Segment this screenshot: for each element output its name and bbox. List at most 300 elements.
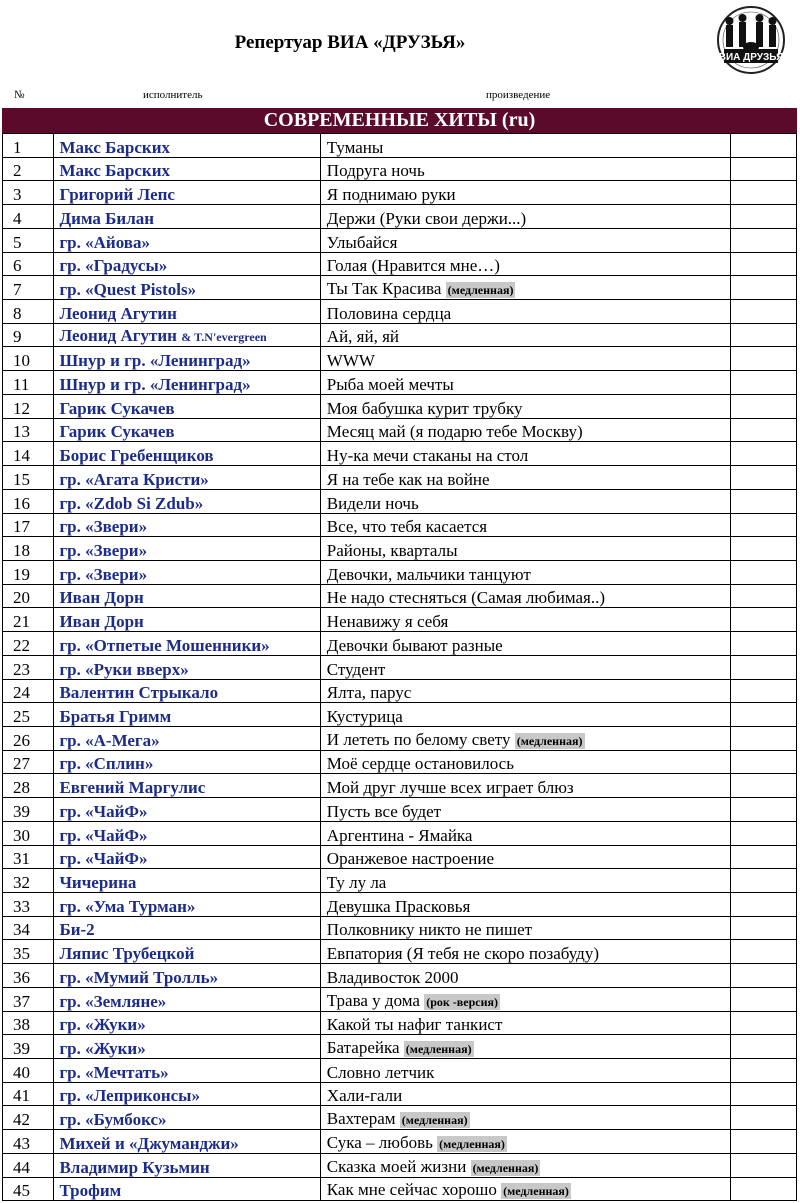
row-number: 33 xyxy=(3,893,54,917)
song-title: Батарейка xyxy=(326,1038,400,1058)
artist-cell xyxy=(54,893,320,917)
artist-name: Борис Гребенщиков xyxy=(59,446,214,466)
artist-cell xyxy=(54,323,320,347)
artist-cell xyxy=(54,442,320,466)
artist-name: гр. «Звери» xyxy=(59,564,148,584)
song-cell xyxy=(320,394,731,418)
extra-cell xyxy=(731,1059,797,1083)
artist-name: Шнур и гр. «Ленинград» xyxy=(59,374,251,394)
extra-cell xyxy=(731,1082,797,1106)
artist-name: Леонид Агутин xyxy=(59,326,177,346)
artist-cell xyxy=(54,1177,320,1201)
song-title: Евпатория (Я тебя не скоро позабуду) xyxy=(326,944,599,964)
artist-cell xyxy=(54,181,320,205)
artist-cell xyxy=(54,1059,320,1083)
song-cell xyxy=(320,1130,731,1154)
extra-cell xyxy=(731,1153,797,1177)
column-header-number: № xyxy=(14,89,25,101)
song-title: Ну-ка мечи стаканы на стол xyxy=(326,446,529,466)
artist-name: гр. «Жуки» xyxy=(59,1015,146,1035)
song-cell xyxy=(320,418,731,442)
artist-name: гр. «А-Мега» xyxy=(59,730,160,750)
song-title: Как мне сейчас хорошо xyxy=(326,1180,497,1200)
artist-name: Ляпис Трубецкой xyxy=(59,944,195,964)
artist-name: Григорий Лепс xyxy=(59,185,175,205)
artist-cell xyxy=(54,157,320,181)
artist-name: Леонид Агутин xyxy=(59,303,177,323)
extra-cell xyxy=(731,869,797,893)
song-title: Аргентина - Ямайка xyxy=(326,825,473,845)
table-row xyxy=(3,632,797,656)
song-cell xyxy=(320,845,731,869)
extra-cell xyxy=(731,134,797,158)
row-number: 1 xyxy=(3,134,54,158)
artist-cell xyxy=(54,798,320,822)
artist-name: гр. «ЧайФ» xyxy=(59,825,148,845)
song-cell xyxy=(320,750,731,774)
song-title: Месяц май (я подарю тебе Москву) xyxy=(326,422,583,442)
row-number: 9 xyxy=(3,323,54,347)
table-row xyxy=(3,1035,797,1059)
row-number: 10 xyxy=(3,347,54,371)
row-number: 42 xyxy=(3,1106,54,1130)
extra-cell xyxy=(731,940,797,964)
artist-name: Гарик Сукачев xyxy=(59,422,175,442)
artist-name: гр. «Земляне» xyxy=(59,991,167,1011)
song-cell xyxy=(320,1035,731,1059)
table-row xyxy=(3,1011,797,1035)
artist-cell xyxy=(54,1011,320,1035)
song-title: Ялта, парус xyxy=(326,683,412,703)
artist-cell xyxy=(54,537,320,561)
song-title: Хали-гали xyxy=(326,1086,403,1106)
artist-name: Евгений Маргулис xyxy=(59,778,206,798)
song-cell xyxy=(320,893,731,917)
extra-cell xyxy=(731,964,797,988)
artist-name: Владимир Кузьмин xyxy=(59,1157,210,1177)
artist-name: гр. «Ума Турман» xyxy=(59,896,196,916)
row-number: 39 xyxy=(3,1035,54,1059)
song-title: Оранжевое настроение xyxy=(326,849,495,869)
table-row xyxy=(3,513,797,537)
song-cell xyxy=(320,323,731,347)
song-title: Я на тебе как на войне xyxy=(326,469,490,489)
extra-cell xyxy=(731,442,797,466)
song-title: Ай, яй, яй xyxy=(326,327,400,347)
extra-cell xyxy=(731,157,797,181)
song-title: Улыбайся xyxy=(326,232,398,252)
row-number: 15 xyxy=(3,466,54,490)
song-title: Кустурица xyxy=(326,706,403,726)
table-row xyxy=(3,1106,797,1130)
row-number: 44 xyxy=(3,1153,54,1177)
extra-cell xyxy=(731,347,797,371)
artist-name: Михей и «Джуманджи» xyxy=(59,1133,239,1153)
song-title: Трава у дома xyxy=(326,990,420,1010)
extra-cell xyxy=(731,276,797,300)
row-number: 3 xyxy=(3,181,54,205)
table-row xyxy=(3,987,797,1011)
artist-name: гр. «ЧайФ» xyxy=(59,849,148,869)
song-title: Районы, кварталы xyxy=(326,540,458,560)
song-cell xyxy=(320,679,731,703)
artist-cell xyxy=(54,821,320,845)
extra-cell xyxy=(731,228,797,252)
artist-cell xyxy=(54,1082,320,1106)
song-title: Ту лу ла xyxy=(326,873,387,892)
song-title: Все, что тебя касается xyxy=(326,517,488,537)
extra-cell xyxy=(731,418,797,442)
song-cell xyxy=(320,703,731,727)
extra-cell xyxy=(731,893,797,917)
row-number: 12 xyxy=(3,394,54,418)
song-note: (медленная) xyxy=(516,733,583,748)
song-title: WWW xyxy=(326,351,375,371)
extra-cell xyxy=(731,513,797,537)
row-number: 36 xyxy=(3,964,54,988)
table-row xyxy=(3,845,797,869)
row-number: 43 xyxy=(3,1130,54,1154)
song-title: Полковнику никто не пишет xyxy=(326,920,533,940)
artist-cell xyxy=(54,774,320,798)
extra-cell xyxy=(731,632,797,656)
row-number: 8 xyxy=(3,300,54,324)
song-title: Ты Так Красива xyxy=(326,279,442,299)
table-row xyxy=(3,252,797,276)
song-cell xyxy=(320,655,731,679)
row-number: 2 xyxy=(3,157,54,181)
song-cell xyxy=(320,1082,731,1106)
song-title: Мой друг лучше всех играет блюз xyxy=(326,778,574,798)
artist-name: гр. «ЧайФ» xyxy=(59,801,148,821)
artist-name: Иван Дорн xyxy=(59,612,144,632)
artist-name: Макс Барских xyxy=(59,137,170,157)
table-row xyxy=(3,347,797,371)
row-number: 27 xyxy=(3,750,54,774)
artist-name: гр. «Руки вверх» xyxy=(59,659,189,679)
song-title: И лететь по белому свету xyxy=(326,729,511,749)
extra-cell xyxy=(731,798,797,822)
song-title: Не надо стесняться (Самая любимая..) xyxy=(326,588,606,608)
table-row xyxy=(3,750,797,774)
song-cell xyxy=(320,632,731,656)
artist-cell xyxy=(54,1130,320,1154)
table-row xyxy=(3,916,797,940)
song-title: Видели ночь xyxy=(326,493,419,513)
table-row xyxy=(3,964,797,988)
row-number: 18 xyxy=(3,537,54,561)
artist-name: гр. «Леприконсы» xyxy=(59,1086,200,1106)
extra-cell xyxy=(731,774,797,798)
table-row xyxy=(3,276,797,300)
artist-name: Дима Билан xyxy=(59,208,155,228)
song-title: Подруга ночь xyxy=(326,161,425,181)
song-cell xyxy=(320,1011,731,1035)
artist-name: гр. «Quest Pistols» xyxy=(59,280,197,300)
row-number: 35 xyxy=(3,940,54,964)
song-cell xyxy=(320,205,731,229)
table-row xyxy=(3,323,797,347)
row-number: 20 xyxy=(3,584,54,608)
artist-cell xyxy=(54,205,320,229)
table-row xyxy=(3,1059,797,1083)
song-cell xyxy=(320,774,731,798)
song-cell xyxy=(320,987,731,1011)
extra-cell xyxy=(731,1035,797,1059)
table-row xyxy=(3,893,797,917)
row-number: 25 xyxy=(3,703,54,727)
song-title: Туманы xyxy=(326,137,384,157)
artist-name: гр. «Zdob Si Zdub» xyxy=(59,493,204,513)
table-row xyxy=(3,1177,797,1201)
artist-cell xyxy=(54,964,320,988)
extra-cell xyxy=(731,300,797,324)
table-row xyxy=(3,703,797,727)
artist-cell xyxy=(54,703,320,727)
song-cell xyxy=(320,228,731,252)
song-cell xyxy=(320,134,731,158)
artist-cell xyxy=(54,466,320,490)
artist-cell xyxy=(54,489,320,513)
song-title: Ненавижу я себя xyxy=(326,612,449,632)
extra-cell xyxy=(731,655,797,679)
table-row xyxy=(3,608,797,632)
artist-name: гр. «Бумбокс» xyxy=(59,1110,167,1130)
artist-name: гр. «Жуки» xyxy=(59,1039,146,1059)
song-cell xyxy=(320,560,731,584)
column-header-artist: исполнитель xyxy=(143,89,203,101)
song-title: Моё сердце остановилось xyxy=(326,754,514,774)
row-number: 7 xyxy=(3,276,54,300)
song-cell xyxy=(320,181,731,205)
table-row xyxy=(3,679,797,703)
row-number: 34 xyxy=(3,916,54,940)
table-row xyxy=(3,205,797,229)
song-cell xyxy=(320,1106,731,1130)
extra-cell xyxy=(731,537,797,561)
song-note: (медленная) xyxy=(472,1160,539,1175)
row-number: 28 xyxy=(3,774,54,798)
section-title: СОВРЕМЕННЫЕ ХИТЫ (ru) xyxy=(2,108,797,133)
extra-cell xyxy=(731,584,797,608)
table-row xyxy=(3,228,797,252)
table-row xyxy=(3,134,797,158)
song-cell xyxy=(320,821,731,845)
extra-cell xyxy=(731,821,797,845)
table-row xyxy=(3,181,797,205)
song-cell xyxy=(320,157,731,181)
extra-cell xyxy=(731,394,797,418)
song-title: Моя бабушка курит трубку xyxy=(326,398,523,418)
logo-text: ВИА ДРУЗЬЯ xyxy=(718,52,784,63)
artist-cell xyxy=(54,276,320,300)
song-note: (медленная) xyxy=(439,1136,505,1151)
artist-name: Макс Барских xyxy=(59,161,170,181)
song-cell xyxy=(320,252,731,276)
artist-name: Братья Гримм xyxy=(59,706,172,726)
table-row xyxy=(3,537,797,561)
extra-cell xyxy=(731,1011,797,1035)
artist-name: гр. «Айова» xyxy=(59,232,150,252)
song-title: Сука – любовь xyxy=(326,1132,433,1152)
row-number: 11 xyxy=(3,371,54,395)
row-number: 14 xyxy=(3,442,54,466)
extra-cell xyxy=(731,489,797,513)
song-cell xyxy=(320,466,731,490)
column-header-song: произведение xyxy=(486,89,551,101)
song-cell xyxy=(320,940,731,964)
table-row xyxy=(3,371,797,395)
artist-featuring: & T.N'evergreen xyxy=(181,330,267,345)
extra-cell xyxy=(731,703,797,727)
artist-cell xyxy=(54,252,320,276)
table-row xyxy=(3,394,797,418)
table-row xyxy=(3,157,797,181)
song-cell xyxy=(320,347,731,371)
song-cell xyxy=(320,537,731,561)
table-row xyxy=(3,774,797,798)
artist-name: Иван Дорн xyxy=(59,588,144,608)
song-note: (медленная) xyxy=(447,283,514,298)
table-row xyxy=(3,489,797,513)
extra-cell xyxy=(731,1106,797,1130)
extra-cell xyxy=(731,371,797,395)
artist-cell xyxy=(54,560,320,584)
song-note: (рок -версия) xyxy=(426,994,498,1009)
song-cell xyxy=(320,1177,731,1201)
artist-cell xyxy=(54,347,320,371)
song-cell xyxy=(320,513,731,537)
table-row xyxy=(3,584,797,608)
extra-cell xyxy=(731,205,797,229)
extra-cell xyxy=(731,845,797,869)
extra-cell xyxy=(731,466,797,490)
row-number: 16 xyxy=(3,489,54,513)
row-number: 39 xyxy=(3,798,54,822)
extra-cell xyxy=(731,252,797,276)
artist-cell xyxy=(54,394,320,418)
row-number: 5 xyxy=(3,228,54,252)
artist-name: гр. «Сплин» xyxy=(59,754,154,774)
table-row xyxy=(3,798,797,822)
song-title: Рыба моей мечты xyxy=(326,374,454,394)
row-number: 4 xyxy=(3,205,54,229)
extra-cell xyxy=(731,750,797,774)
song-cell xyxy=(320,798,731,822)
artist-cell xyxy=(54,750,320,774)
artist-cell xyxy=(54,371,320,395)
page-title: Репертуар ВИА «ДРУЗЬЯ» xyxy=(234,32,466,53)
table-row xyxy=(3,1082,797,1106)
song-title: Держи (Руки свои держи...) xyxy=(326,208,527,228)
song-cell xyxy=(320,1153,731,1177)
row-number: 31 xyxy=(3,845,54,869)
table-row xyxy=(3,466,797,490)
artist-name: гр. «Градусы» xyxy=(59,256,168,276)
extra-cell xyxy=(731,987,797,1011)
song-cell xyxy=(320,1059,731,1083)
song-cell xyxy=(320,489,731,513)
row-number: 32 xyxy=(3,869,54,893)
extra-cell xyxy=(731,1177,797,1201)
row-number: 19 xyxy=(3,560,54,584)
table-row xyxy=(3,726,797,750)
artist-name: Би-2 xyxy=(59,920,95,940)
song-title: Девочки, мальчики танцуют xyxy=(326,564,531,584)
row-number: 30 xyxy=(3,821,54,845)
row-number: 6 xyxy=(3,252,54,276)
artist-cell xyxy=(54,845,320,869)
artist-cell xyxy=(54,726,320,750)
table-row xyxy=(3,1153,797,1177)
extra-cell xyxy=(731,181,797,205)
row-number: 41 xyxy=(3,1082,54,1106)
table-row xyxy=(3,821,797,845)
row-number: 24 xyxy=(3,679,54,703)
table-row xyxy=(3,940,797,964)
row-number: 38 xyxy=(3,1011,54,1035)
song-cell xyxy=(320,726,731,750)
table-row xyxy=(3,869,797,893)
song-cell xyxy=(320,608,731,632)
artist-cell xyxy=(54,940,320,964)
artist-cell xyxy=(54,134,320,158)
artist-cell xyxy=(54,655,320,679)
artist-name: гр. «Мумий Тролль» xyxy=(59,967,219,987)
band-logo xyxy=(712,5,790,75)
artist-cell xyxy=(54,987,320,1011)
song-cell xyxy=(320,300,731,324)
row-number: 23 xyxy=(3,655,54,679)
row-number: 45 xyxy=(3,1177,54,1201)
song-note: (медленная) xyxy=(401,1113,468,1128)
song-note: (медленная) xyxy=(503,1184,569,1199)
artist-cell xyxy=(54,1106,320,1130)
song-cell xyxy=(320,964,731,988)
song-title: Половина сердца xyxy=(326,303,452,323)
artist-name: гр. «Отпетые Мошенники» xyxy=(59,635,270,655)
extra-cell xyxy=(731,916,797,940)
song-title: Я поднимаю руки xyxy=(326,185,456,205)
table-row xyxy=(3,560,797,584)
artist-name: гр. «Звери» xyxy=(59,540,148,560)
song-title: Девушка Прасковья xyxy=(326,896,471,916)
artist-cell xyxy=(54,608,320,632)
table-row xyxy=(3,442,797,466)
song-title: Вахтерам xyxy=(326,1109,400,1129)
artist-cell xyxy=(54,632,320,656)
artist-cell xyxy=(54,679,320,703)
artist-cell xyxy=(54,513,320,537)
song-title: Студент xyxy=(326,659,386,679)
row-number: 21 xyxy=(3,608,54,632)
extra-cell xyxy=(731,679,797,703)
table-row xyxy=(3,418,797,442)
extra-cell xyxy=(731,560,797,584)
artist-cell xyxy=(54,1153,320,1177)
artist-name: Валентин Стрыкало xyxy=(59,683,219,703)
table-row xyxy=(3,655,797,679)
song-cell xyxy=(320,916,731,940)
song-title: Голая (Нравится мне…) xyxy=(326,256,500,276)
song-cell xyxy=(320,869,731,893)
song-title: Сказка моей жизни xyxy=(326,1156,471,1176)
artist-name: гр. «Звери» xyxy=(59,517,148,537)
artist-name: Шнур и гр. «Ленинград» xyxy=(59,351,251,371)
artist-cell xyxy=(54,418,320,442)
song-cell xyxy=(320,584,731,608)
song-cell xyxy=(320,371,731,395)
